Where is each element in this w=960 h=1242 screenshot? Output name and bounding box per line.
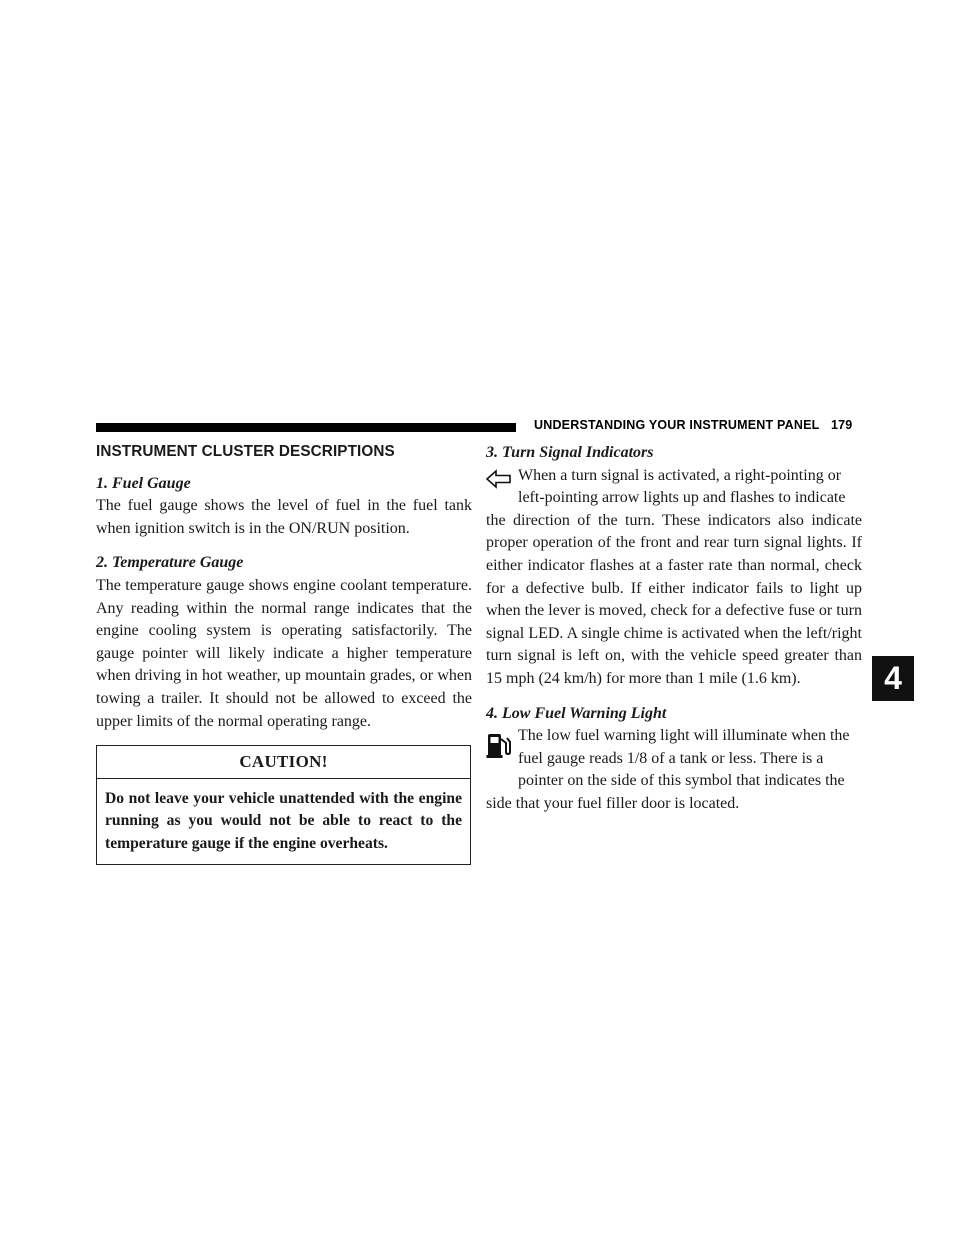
page-number: 179 [830, 418, 853, 432]
running-head-title: UNDERSTANDING YOUR INSTRUMENT PANEL [534, 418, 820, 432]
turn-signal-title: 3. Turn Signal Indicators [486, 444, 654, 461]
temperature-gauge-title: 2. Temperature Gauge [96, 554, 244, 572]
low-fuel-line-2: fuel gauge reads 1/8 of a tank or less. There is a [518, 749, 824, 767]
turn-signal-text: the direction of the turn. These indicators also indicate proper operation of the front and rear turn signal lights. If either indicator flashes at a faster rate than normal, check for a defective bulb. If either indicator fails to light up when the lever is moved, check for a defective fuse or turn signal LED. A single chime is activated when the left/right turn signal is left on, with the vehicle speed greater than 15 mph (24 km/h) for more than 1 mile (1.6 km). [486, 511, 862, 687]
turn-signal-line-2: left-pointing arrow lights up and flashes to indicate [518, 489, 846, 507]
left-column [96, 441, 472, 865]
caution-text: Do not leave your vehicle unattended with the engine running as you would not be able to react to the temperature gauge if the engine overheats. [105, 789, 462, 852]
header-rule [96, 423, 516, 432]
fuel-gauge-text: The fuel gauge shows the level of fuel in the fuel tank when ignition switch is in the ON/RUN position. [96, 497, 472, 537]
chapter-tab: 4 [872, 656, 914, 701]
fuel-pump-icon [486, 731, 512, 767]
temperature-gauge-text: The temperature gauge shows engine coolant temperature. Any reading within the normal range indicates that the engine cooling system is operating satisfactorily. The gauge pointer will likely indicate a higher temperature when driving in hot weather, up mountain grades, or when towing a trailer. It should not be allowed to exceed the upper limits of the normal operating range. [96, 576, 472, 730]
fuel-gauge-title: 1. Fuel Gauge [96, 474, 191, 492]
turn-arrow-icon [486, 469, 512, 497]
right-column [486, 441, 862, 828]
turn-signal-line-1: When a turn signal is activated, a right-pointing or [518, 466, 842, 484]
low-fuel-text: side that your fuel filler door is located. [486, 794, 740, 812]
section-title: INSTRUMENT CLUSTER DESCRIPTIONS [96, 443, 395, 460]
low-fuel-line-1: The low fuel warning light will illuminate when the [518, 727, 850, 745]
low-fuel-line-3: pointer on the side of this symbol that indicates the [518, 772, 845, 790]
caution-title: CAUTION! [97, 746, 470, 779]
low-fuel-title: 4. Low Fuel Warning Light [486, 704, 667, 722]
running-head [534, 418, 852, 432]
low-fuel-block [486, 725, 862, 815]
turn-signal-block [486, 465, 862, 691]
caution-box [96, 745, 471, 865]
